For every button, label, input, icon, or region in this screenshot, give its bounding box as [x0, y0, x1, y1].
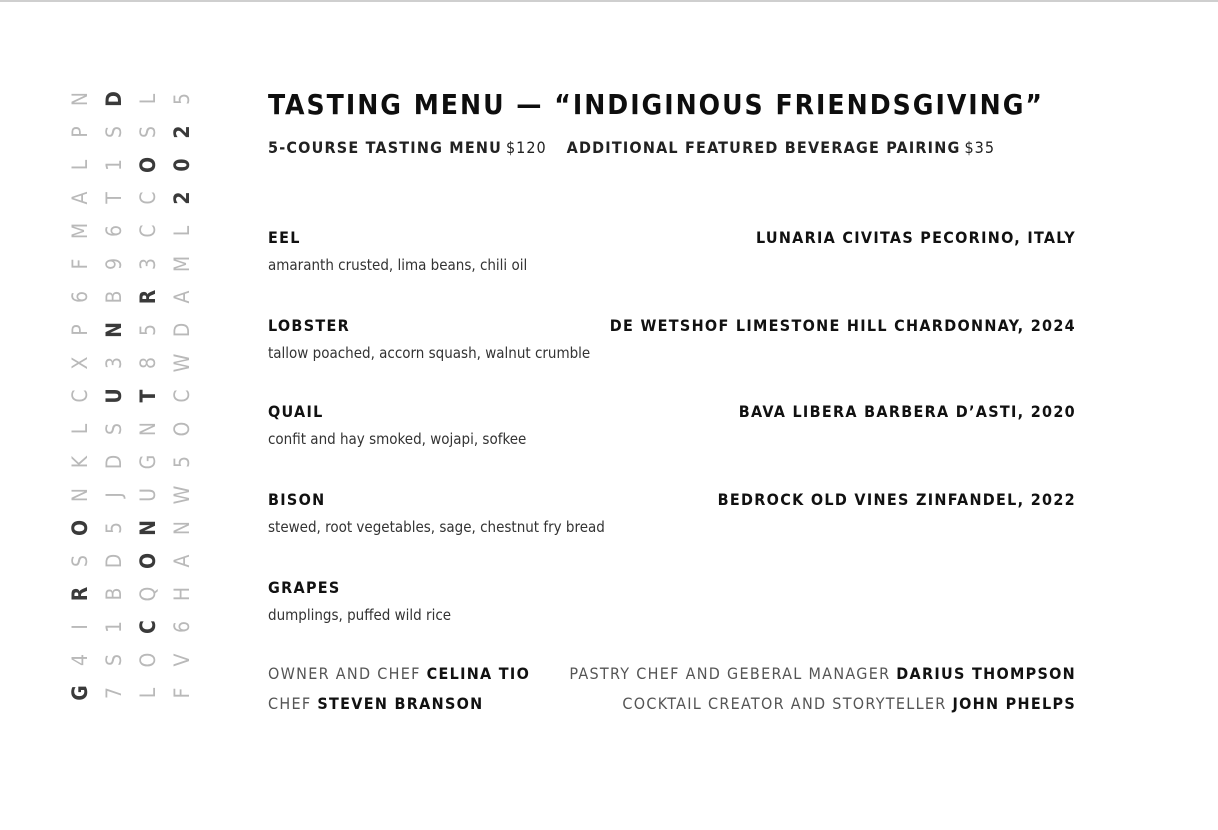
pairing-price: $35 [964, 138, 995, 157]
course-name: GRAPES [268, 578, 341, 597]
grid-letter: M [68, 222, 92, 240]
course-description: dumplings, puffed wild rice [268, 606, 452, 624]
letter-grid-column [64, 84, 96, 714]
credit-name: JOHN PHELPS [952, 694, 1076, 713]
grid-letter: L [136, 687, 160, 699]
grid-letter: S [136, 126, 160, 138]
grid-letter: N [68, 91, 92, 107]
grid-letter: C [170, 389, 194, 403]
wine-pairing: BAVA LIBERA BARBERA D’ASTI, 2020 [738, 402, 1076, 421]
grid-letter: S [68, 555, 92, 567]
course-name: BISON [268, 490, 326, 509]
grid-letter: O [136, 156, 160, 174]
grid-letter: N [68, 487, 92, 503]
grid-letter: D [170, 322, 194, 338]
letter-grid-column [98, 84, 130, 714]
grid-letter: 6 [68, 290, 92, 304]
grid-letter: 5 [170, 455, 194, 469]
vertical-letter-grid [64, 84, 204, 714]
grid-letter: S [102, 654, 126, 666]
grid-letter: 1 [102, 620, 126, 634]
grid-letter: P [68, 324, 92, 336]
credit-role: CHEF [268, 694, 312, 713]
course-description: tallow poached, accorn squash, walnut crumble [268, 344, 591, 362]
grid-letter: 2 [170, 191, 194, 205]
page-title: TASTING MENU — “INDIGINOUS FRIENDSGIVING” [268, 88, 1044, 121]
grid-letter: 2 [170, 125, 194, 139]
wine-pairing: DE WETSHOF LIMESTONE HILL CHARDONNAY, 2024 [609, 316, 1076, 335]
letter-grid-column [166, 84, 198, 714]
wine-pairing: LUNARIA CIVITAS PECORINO, ITALY [755, 228, 1076, 247]
course-description: stewed, root vegetables, sage, chestnut fry bread [268, 518, 605, 536]
course-name: EEL [268, 228, 301, 247]
top-divider [0, 0, 1218, 2]
grid-letter: B [102, 290, 126, 304]
grid-letter: C [68, 389, 92, 403]
grid-letter: 8 [136, 356, 160, 370]
credit-role: COCKTAIL CREATOR AND STORYTELLER [622, 694, 947, 713]
grid-letter: 3 [136, 257, 160, 271]
pairing-label: ADDITIONAL FEATURED BEVERAGE PAIRING [566, 138, 961, 157]
credit-name: STEVEN BRANSON [317, 694, 484, 713]
grid-letter: J [102, 492, 126, 498]
grid-letter: M [170, 255, 194, 273]
grid-letter: T [102, 192, 126, 204]
grid-letter: T [136, 389, 160, 403]
grid-letter: C [136, 191, 160, 205]
grid-letter: 5 [170, 92, 194, 106]
course-description: confit and hay smoked, wojapi, sofkee [268, 430, 527, 448]
course-item [268, 402, 1076, 454]
grid-letter: I [68, 624, 92, 630]
grid-letter: F [170, 687, 194, 699]
grid-letter: H [170, 586, 194, 602]
credit-name: DARIUS THOMPSON [896, 664, 1076, 683]
tasting-label: 5-COURSE TASTING MENU [268, 138, 502, 157]
course-name: QUAIL [268, 402, 324, 421]
grid-letter: N [170, 520, 194, 536]
grid-letter: S [102, 423, 126, 435]
grid-letter: B [102, 587, 126, 601]
credit-owner [268, 664, 530, 683]
grid-letter: O [136, 652, 160, 668]
grid-letter: N [136, 421, 160, 437]
credit-role: OWNER AND CHEF [268, 664, 421, 683]
course-item [268, 228, 1076, 280]
grid-letter: O [170, 421, 194, 437]
grid-letter: Q [136, 586, 160, 602]
tasting-price: $120 [506, 138, 547, 157]
grid-letter: P [68, 126, 92, 138]
grid-letter: 9 [102, 257, 126, 271]
grid-letter: O [68, 519, 92, 537]
staff-credits [268, 664, 1076, 734]
grid-letter: 1 [102, 158, 126, 172]
course-item [268, 578, 1076, 630]
grid-letter: O [136, 552, 160, 570]
grid-letter: W [170, 485, 194, 505]
grid-letter: S [102, 126, 126, 138]
grid-letter: D [102, 553, 126, 569]
grid-letter: 0 [170, 158, 194, 172]
grid-letter: 3 [102, 356, 126, 370]
grid-letter: C [136, 620, 160, 634]
course-item [268, 316, 1076, 368]
grid-letter: R [68, 586, 92, 602]
grid-letter: F [68, 258, 92, 270]
grid-letter: N [102, 322, 126, 338]
grid-letter: A [68, 191, 92, 205]
course-description: amaranth crusted, lima beans, chili oil [268, 256, 528, 274]
grid-letter: A [170, 554, 194, 568]
wine-pairing: BEDROCK OLD VINES ZINFANDEL, 2022 [717, 490, 1076, 509]
grid-letter: 5 [136, 323, 160, 337]
credit-cocktail [622, 694, 1076, 713]
grid-letter: W [170, 353, 194, 373]
credit-chef [268, 694, 484, 713]
grid-letter: C [136, 224, 160, 238]
grid-letter: R [136, 289, 160, 305]
credit-role: PASTRY CHEF AND GEBERAL MANAGER [569, 664, 891, 683]
letter-grid-column [132, 84, 164, 714]
grid-letter: N [136, 520, 160, 536]
course-name: LOBSTER [268, 316, 351, 335]
credit-pastry [569, 664, 1076, 683]
grid-letter: X [68, 356, 92, 370]
grid-letter: L [136, 93, 160, 105]
grid-letter: K [68, 455, 92, 469]
pricing-line [268, 138, 995, 157]
grid-letter: U [102, 388, 126, 404]
grid-letter: L [68, 159, 92, 171]
grid-letter: 6 [102, 224, 126, 238]
course-item [268, 490, 1076, 542]
grid-letter: 4 [68, 653, 92, 667]
grid-letter: V [170, 653, 194, 667]
grid-letter: 5 [102, 521, 126, 535]
grid-letter: D [102, 454, 126, 470]
grid-letter: 6 [170, 620, 194, 634]
grid-letter: D [102, 91, 126, 107]
grid-letter: A [170, 290, 194, 304]
grid-letter: G [68, 685, 92, 701]
grid-letter: L [68, 423, 92, 435]
grid-letter: G [136, 454, 160, 470]
grid-letter: U [136, 488, 160, 502]
credit-name: CELINA TIO [426, 664, 531, 683]
grid-letter: L [170, 225, 194, 237]
grid-letter: 7 [102, 686, 126, 700]
